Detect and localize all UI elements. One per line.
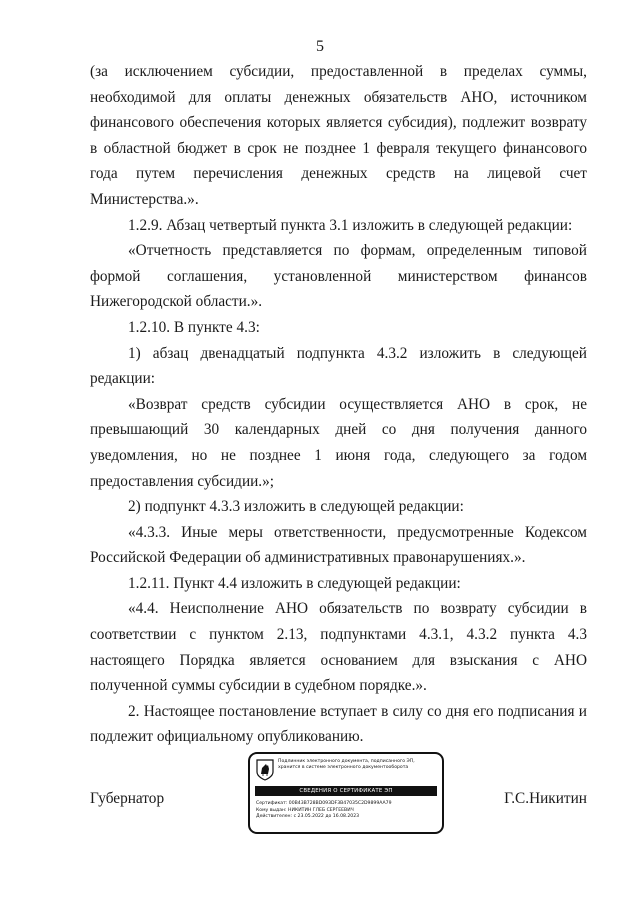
stamp-certificate-details (256, 801, 438, 821)
stamp-header-line-1: Подлинник электронного документа, подписанного ЭП, (278, 759, 415, 764)
paragraph-refund-quote: «Возврат средств субсидии осуществляется АНО в срок, не превышающий 30 календарных дней со дня получения данного уведомления, но не позднее 1 июня года, следующего за годом предоставления субсидии.»; (90, 395, 587, 490)
signature-block (0, 752, 640, 842)
paragraph-1-2-11: 1.2.11. Пункт 4.4 изложить в следующей редакции: (128, 574, 461, 592)
document-body (90, 59, 587, 750)
paragraph-4-3-3-quote: «4.3.3. Иные меры ответственности, предусмотренные Кодексом Российской Федерации об административных правонарушениях.». (90, 523, 587, 567)
stamp-title-bar: СВЕДЕНИЯ О СЕРТИФИКАТЕ ЭП (255, 786, 437, 796)
stamp-certificate-owner: Кому выдан: НИКИТИН ГЛЕБ СЕРГЕЕВИЧ (256, 807, 354, 813)
paragraph-reporting-quote: «Отчетность представляется по формам, определенным типовой формой соглашения, установленной министерством финансов Нижегородской области.». (90, 242, 587, 311)
paragraph-1-2-9: 1.2.9. Абзац четвертый пункта 3.1 изложить в следующей редакции: (128, 216, 573, 234)
signatory-position: Губернатор (90, 790, 165, 807)
paragraph-continuation: (за исключением субсидии, предоставленной в пределах суммы, необходимой для оплаты денежных обязательств АНО, источником финансового обеспечения которых является субсидия), подлежит возврату в областной бюджет в срок не позднее 1 февраля текущего финансового года путем перечисления денежных средств на лицевой счет Министерства.». (90, 63, 587, 208)
stamp-certificate-number: Сертификат: 00B43B728BD093DF3B47035C2D9899AA79 (256, 801, 392, 806)
paragraph-4-4-quote: «4.4. Неисполнение АНО обязательств по возврату субсидии в соответствии с пунктом 2.13, подпунктами 4.3.1, 4.3.2 пункта 4.3 настоящего Порядка является основанием для взыскания с АНО полученной суммы субсидии в судебном порядке.». (90, 600, 587, 695)
page-number: 5 (316, 38, 324, 55)
paragraph-item-2: 2) подпункт 4.3.3 изложить в следующей редакции: (128, 498, 464, 516)
stamp-header (278, 759, 440, 772)
paragraph-1-2-10: 1.2.10. В пункте 4.3: (128, 318, 260, 336)
stamp-certificate-validity: Действителен: с 23.05.2022 до 16.08.2023 (256, 814, 360, 820)
stamp-header-line-2: хранится в системе электронного документооборота (278, 765, 409, 771)
paragraph-item-1: 1) абзац двенадцатый подпункта 4.3.2 изложить в следующей редакции: (90, 344, 587, 388)
paragraph-effective-date: 2. Настоящее постановление вступает в силу со дня его подписания и подлежит официальному опубликованию. (90, 702, 587, 746)
electronic-signature-stamp (248, 752, 444, 834)
signatory-name: Г.С.Никитин (504, 790, 587, 807)
coat-of-arms-icon (256, 759, 274, 781)
